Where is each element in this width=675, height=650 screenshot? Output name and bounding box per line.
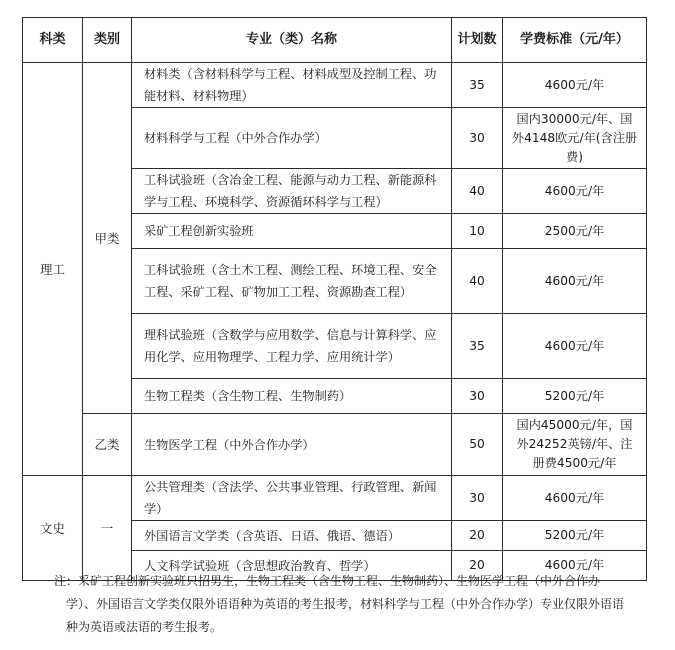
category-arts: 一 bbox=[83, 476, 132, 581]
enrollment-table bbox=[22, 17, 647, 581]
major-cell: 材料类（含材料科学与工程、材料成型及控制工程、功能材料、材料物理） bbox=[132, 63, 452, 108]
subject-science: 理工 bbox=[23, 63, 83, 476]
fee-cell: 4600元/年 bbox=[503, 63, 647, 108]
table-row bbox=[23, 414, 647, 476]
plan-cell: 30 bbox=[452, 476, 503, 521]
plan-cell: 30 bbox=[452, 379, 503, 414]
fee-cell: 国内30000元/年、国外4148欧元/年(含注册费) bbox=[503, 108, 647, 169]
major-cell: 公共管理类（含法学、公共事业管理、行政管理、新闻学） bbox=[132, 476, 452, 521]
fee-cell: 4600元/年 bbox=[503, 314, 647, 379]
header-subject: 科类 bbox=[23, 18, 83, 63]
footnote: 注：采矿工程创新实验班只招男生，生物工程类（含生物工程、生物制药）、生物医学工程（中外合作办学）、外国语言文学类仅限外语语种为英语的考生报考，材料科学与工程（中外合作办学）专业仅限外语语种为英语或法语的考生报考。 bbox=[54, 574, 625, 634]
header-major: 专业（类）名称 bbox=[132, 18, 452, 63]
plan-cell: 20 bbox=[452, 521, 503, 551]
major-cell: 工科试验班（含冶金工程、能源与动力工程、新能源科学与工程、环境科学、资源循环科学与工程） bbox=[132, 169, 452, 214]
plan-cell: 20 bbox=[452, 551, 503, 581]
header-fee: 学费标准（元/年） bbox=[503, 18, 647, 63]
category-yi: 乙类 bbox=[83, 414, 132, 476]
major-cell: 人文科学试验班（含思想政治教育、哲学） bbox=[132, 551, 452, 581]
header-plan: 计划数 bbox=[452, 18, 503, 63]
major-cell: 生物工程类（含生物工程、生物制药） bbox=[132, 379, 452, 414]
fee-cell: 4600元/年 bbox=[503, 169, 647, 214]
fee-cell: 国内45000元/年，国外24252英镑/年、注册费4500元/年 bbox=[503, 414, 647, 476]
fee-cell: 5200元/年 bbox=[503, 379, 647, 414]
plan-cell: 10 bbox=[452, 214, 503, 249]
fee-cell: 4600元/年 bbox=[503, 249, 647, 314]
fee-cell: 2500元/年 bbox=[503, 214, 647, 249]
major-cell: 采矿工程创新实验班 bbox=[132, 214, 452, 249]
category-jia: 甲类 bbox=[83, 63, 132, 414]
major-cell: 外国语言文学类（含英语、日语、俄语、德语） bbox=[132, 521, 452, 551]
header-category: 类别 bbox=[83, 18, 132, 63]
subject-arts: 文史 bbox=[23, 476, 83, 581]
major-cell: 工科试验班（含土木工程、测绘工程、环境工程、安全工程、采矿工程、矿物加工工程、资源勘查工程） bbox=[132, 249, 452, 314]
table-row bbox=[23, 63, 647, 108]
table-row bbox=[23, 476, 647, 521]
plan-cell: 50 bbox=[452, 414, 503, 476]
header-row bbox=[23, 18, 647, 63]
plan-cell: 35 bbox=[452, 63, 503, 108]
plan-cell: 30 bbox=[452, 108, 503, 169]
fee-cell: 4600元/年 bbox=[503, 551, 647, 581]
fee-cell: 5200元/年 bbox=[503, 521, 647, 551]
major-cell: 生物医学工程（中外合作办学） bbox=[132, 414, 452, 476]
plan-cell: 35 bbox=[452, 314, 503, 379]
plan-cell: 40 bbox=[452, 249, 503, 314]
fee-cell: 4600元/年 bbox=[503, 476, 647, 521]
major-cell: 理科试验班（含数学与应用数学、信息与计算科学、应用化学、应用物理学、工程力学、应用统计学） bbox=[132, 314, 452, 379]
plan-cell: 40 bbox=[452, 169, 503, 214]
major-cell: 材料科学与工程（中外合作办学） bbox=[132, 108, 452, 169]
